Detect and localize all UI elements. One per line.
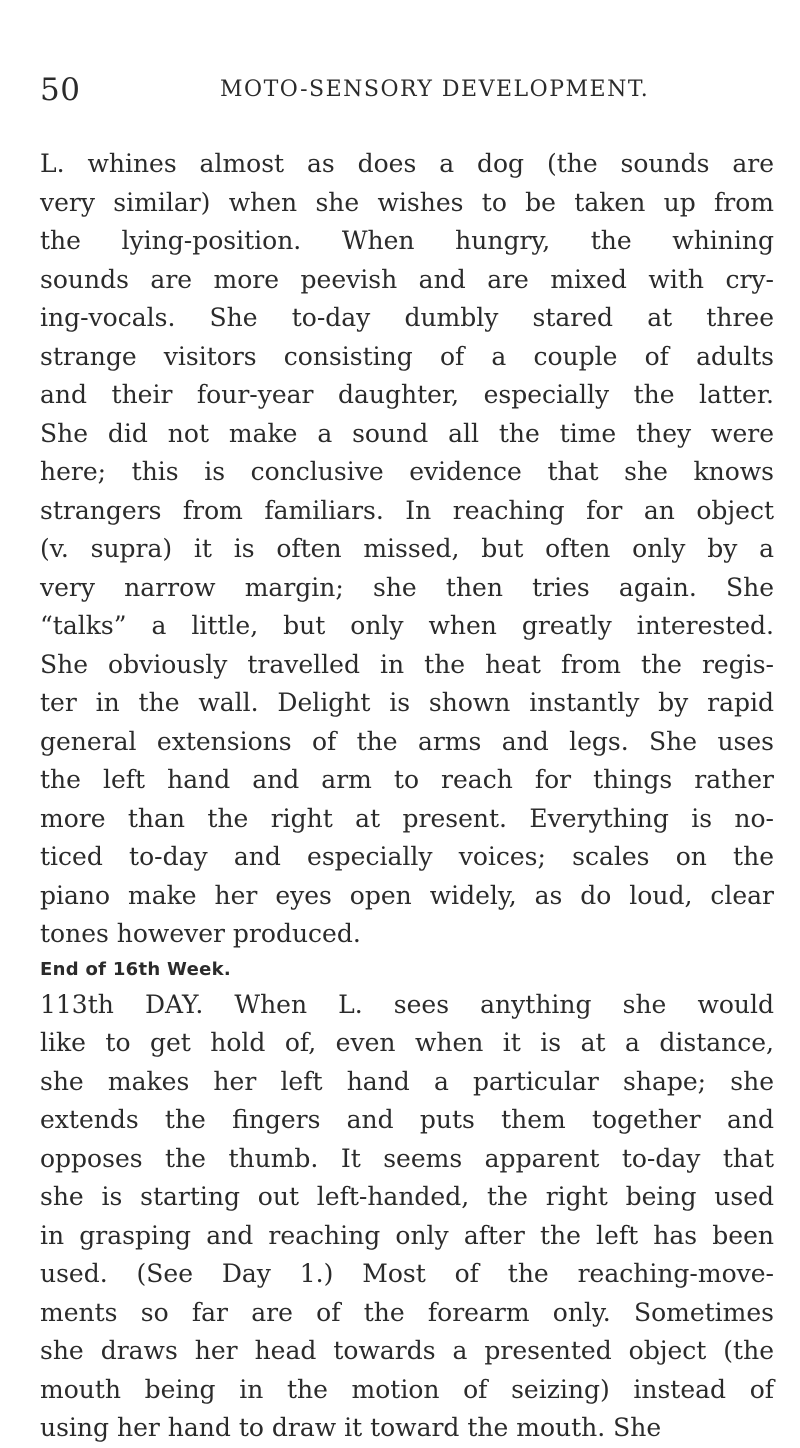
text-line: “talks” a little, but only when greatly interested. [40,611,774,640]
text-line: sounds are more peevish and are mixed with cry- [40,264,774,294]
body-text [40,145,774,1448]
text-line: ticed to-day and especially voices; scales on the [40,842,774,871]
paragraph-1 [40,145,774,954]
text-line: general extensions of the arms and legs. She uses [40,726,774,756]
text-line: ter in the wall. Delight is shown instantly by rapid [40,688,774,717]
text-line: tones however produced. [40,919,361,948]
text-line: used. (See Day 1.) Most of the reaching-move- [40,1259,774,1288]
text-line: 113th DAY. When L. sees anything she would [40,989,774,1019]
text-line: She obviously travelled in the heat from the regis- [40,649,774,679]
text-line: (v. supra) it is often missed, but often only by a [40,534,774,563]
text-line: L. whines almost as does a dog (the sounds are [40,149,774,178]
text-line: extends the fingers and puts them together and [40,1105,774,1134]
section-label: End of 16th Week. [40,958,231,980]
paragraph-2 [40,986,774,1448]
text-line: ing-vocals. She to-day dumbly stared at three [40,303,774,332]
text-line: very similar) when she wishes to be taken up from [40,187,774,217]
text-line: she draws her head towards a presented object (the [40,1336,774,1365]
text-line: She did not make a sound all the time they were [40,418,774,448]
page-number: 50 [40,72,81,108]
text-line: more than the right at present. Everything is no- [40,803,774,833]
text-line: mouth being in the motion of seizing) instead of [40,1374,774,1404]
text-line: the left hand and arm to reach for things rather [40,765,774,794]
text-line: and their four-year daughter, especially the latter. [40,380,774,409]
running-head: MOTO-SENSORY DEVELOPMENT. [220,77,650,102]
text-line: in grasping and reaching only after the left has been [40,1220,774,1250]
text-line: ments so far are of the forearm only. Sometimes [40,1297,774,1327]
text-line: she is starting out left-handed, the right being used [40,1182,774,1211]
text-line: using her hand to draw it toward the mouth. She [40,1413,662,1442]
text-line: the lying-position. When hungry, the whining [40,226,774,255]
page-header [0,70,800,110]
text-line: strange visitors consisting of a couple of adults [40,341,774,371]
text-line: like to get hold of, even when it is at a distance, [40,1028,774,1057]
text-line: here; this is conclusive evidence that she knows [40,457,774,486]
text-line: she makes her left hand a particular shape; she [40,1066,774,1096]
text-line: strangers from familiars. In reaching for an object [40,495,774,525]
text-line: very narrow margin; she then tries again. She [40,572,774,602]
text-line: opposes the thumb. It seems apparent to-day that [40,1143,774,1173]
text-line: piano make her eyes open widely, as do loud, clear [40,880,774,910]
